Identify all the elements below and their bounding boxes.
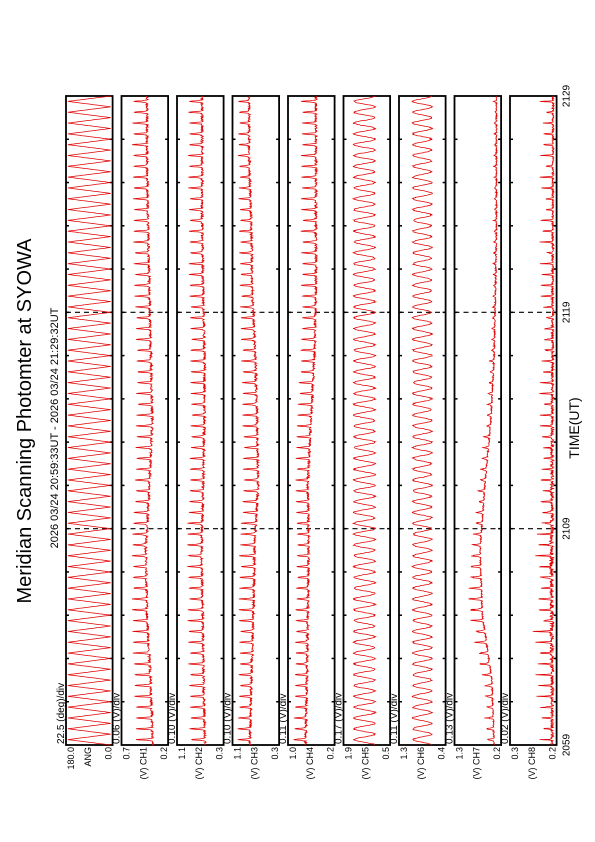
y-min-label: 0.2 [159, 747, 170, 760]
panel-frame [344, 96, 391, 745]
panel-2 [112, 96, 170, 780]
rotated-plot-area [14, 84, 582, 779]
y-min-label: 0.2 [325, 747, 336, 760]
signal-line [294, 96, 318, 745]
y-max-label: 0.7 [121, 747, 132, 760]
panel-frame [177, 96, 224, 745]
y-max-label: 1.1 [232, 747, 243, 760]
signal-line [238, 96, 260, 745]
y-min-label: 0.0 [103, 747, 114, 760]
panel-frame [510, 96, 557, 745]
panel-3 [167, 96, 225, 780]
x-axis-title: TIME(UT) [566, 397, 582, 459]
channel-label: (V) CH7 [471, 747, 482, 780]
channel-label: (V) CH4 [305, 747, 315, 780]
chart-subtitle: 2026 03/24 20:59:33UT - 2026 03/24 21:29:32UT [49, 307, 61, 549]
y-min-label: 0.3 [214, 747, 225, 760]
panels-group [56, 96, 558, 780]
y-max-label: 1.3 [399, 747, 409, 760]
channel-label: (V) CH2 [194, 747, 204, 780]
channel-label: (V) CH6 [416, 747, 426, 780]
panel-8 [445, 96, 503, 780]
panel-scale-label: 0.02 (V)/div [500, 692, 511, 744]
signal-line [132, 96, 154, 745]
panel-scale-label: 0.17 (V)/div [333, 692, 345, 744]
x-tick-label: 2129 [561, 84, 573, 108]
panel-9 [500, 96, 558, 780]
panel-5 [278, 96, 336, 780]
panel-frame [399, 96, 446, 745]
y-max-label: 180.0 [66, 747, 76, 770]
x-tick-label: 2109 [561, 517, 573, 540]
panel-frame [66, 96, 113, 745]
y-max-label: 1.9 [343, 747, 354, 760]
panel-6 [334, 96, 392, 780]
panel-scale-label: 0.11 (V)/div [389, 693, 400, 744]
panel-1 [56, 96, 114, 770]
y-min-label: 0.4 [436, 747, 447, 760]
panel-4 [223, 96, 281, 780]
y-max-label: 0.3 [510, 747, 520, 760]
signal-line [412, 96, 432, 745]
panel-scale-label: 22.5 (deg)/div [56, 682, 67, 744]
y-min-label: 0.5 [381, 747, 392, 760]
signal-line [533, 96, 554, 745]
channel-label: (V) CH3 [249, 747, 260, 780]
panel-scale-label: 0.10 (V)/div [167, 692, 178, 744]
x-tick-label: 2119 [561, 301, 573, 324]
channel-label: (V) CH5 [360, 747, 371, 780]
channel-label: ANG [83, 747, 93, 767]
signal-line [68, 96, 111, 745]
y-min-label: 0.2 [547, 747, 558, 760]
y-min-label: 0.3 [270, 747, 281, 760]
y-max-label: 1.3 [454, 747, 465, 760]
chart-title: Meridian Scanning Photomter at SYOWA [14, 238, 36, 604]
panel-frame [233, 96, 280, 745]
panel-scale-label: 0.10 (V)/div [222, 692, 234, 744]
x-tick-label: 2059 [561, 733, 573, 757]
panel-frame [455, 96, 502, 745]
panel-7 [389, 96, 447, 780]
y-min-label: 0.2 [492, 747, 503, 760]
panel-scale-label: 0.11 (V)/div [278, 693, 289, 744]
panel-scale-label: 0.06 (V)/div [111, 692, 123, 744]
panel-frame [122, 96, 169, 745]
signal-line [469, 96, 498, 745]
panel-scale-label: 0.13 (V)/div [444, 692, 456, 744]
y-max-label: 1.1 [177, 747, 187, 760]
signal-line [187, 96, 206, 745]
signal-line [353, 96, 376, 745]
channel-label: (V) CH8 [527, 747, 537, 780]
y-max-label: 1.0 [288, 747, 298, 760]
channel-label: (V) CH1 [138, 747, 149, 780]
